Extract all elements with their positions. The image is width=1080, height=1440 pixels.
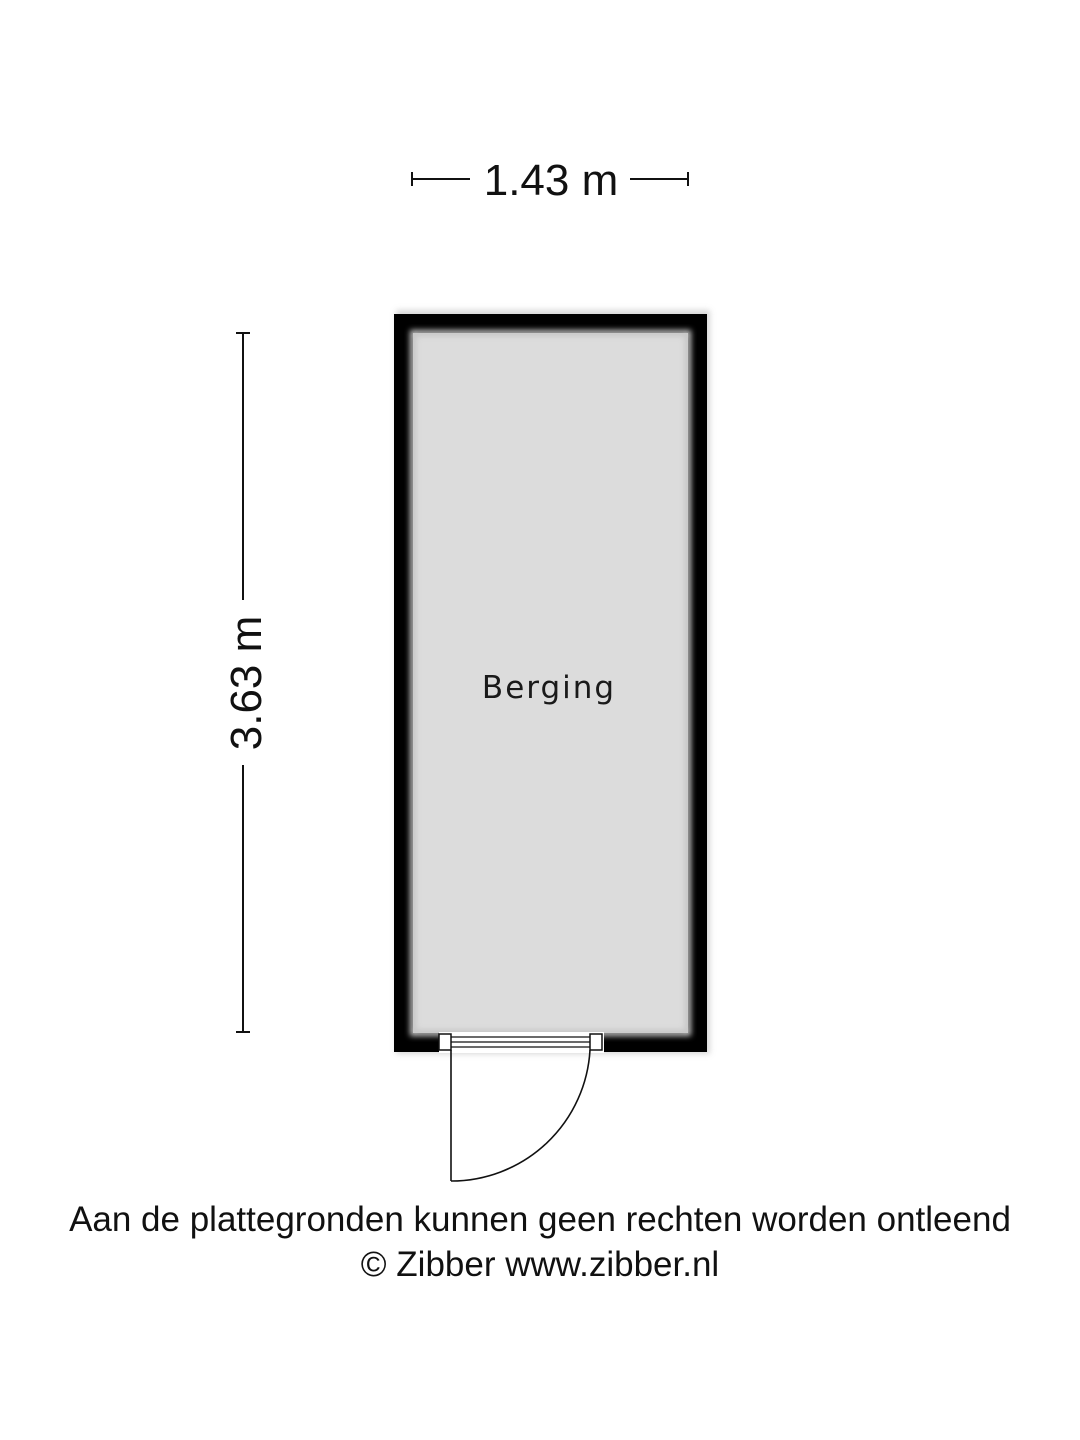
- door-swing: [451, 1050, 590, 1181]
- room-label: Berging: [481, 670, 617, 706]
- room-berging: [394, 310, 710, 1181]
- disclaimer-text: Aan de plattegronden kunnen geen rechten worden ontleend: [69, 1200, 1011, 1239]
- copyright-text: © Zibber www.zibber.nl: [360, 1245, 720, 1284]
- door-jamb-right: [590, 1034, 602, 1050]
- height-dimension-label: 3.63 m: [222, 615, 271, 751]
- width-dimension-label: 1.43 m: [483, 156, 619, 205]
- height-dimension: [222, 333, 271, 1032]
- width-dimension: [412, 156, 688, 205]
- door-jamb-left: [439, 1034, 451, 1050]
